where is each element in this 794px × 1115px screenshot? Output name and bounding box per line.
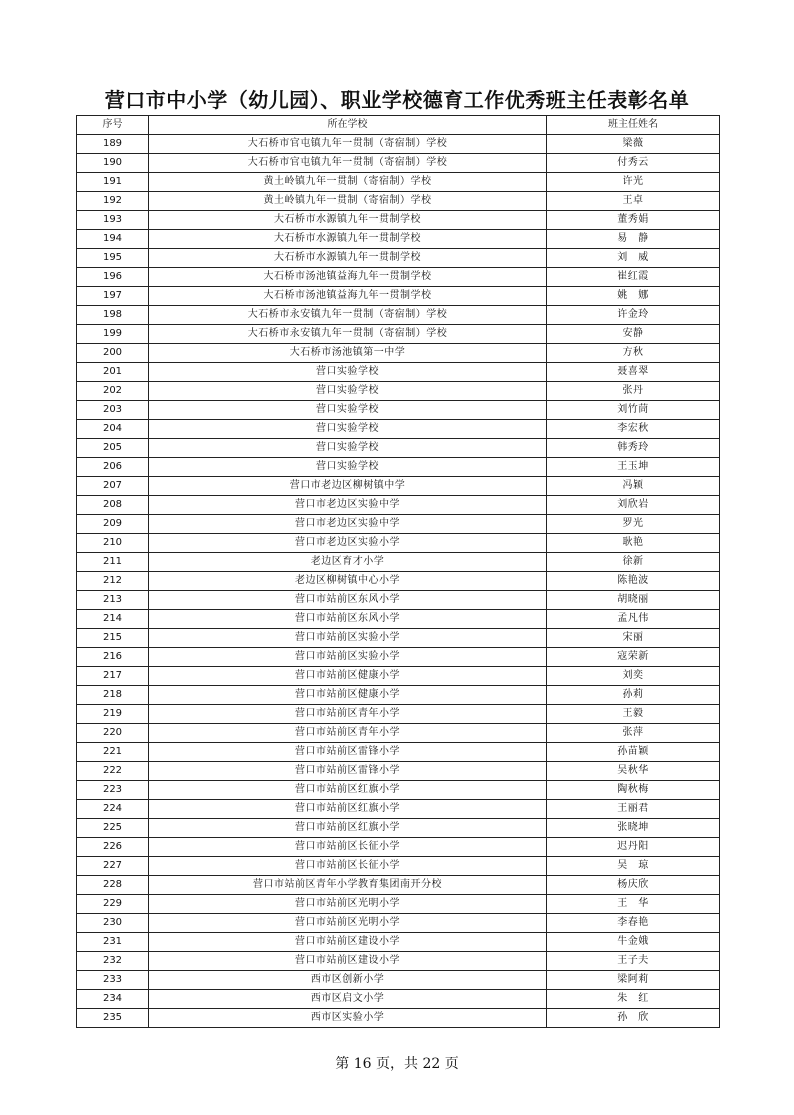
cell-school: 营口市站前区东风小学 bbox=[149, 610, 547, 629]
cell-serial-number: 230 bbox=[77, 914, 149, 933]
cell-school: 西市区启文小学 bbox=[149, 990, 547, 1009]
table-row bbox=[77, 591, 720, 610]
table-row bbox=[77, 230, 720, 249]
cell-serial-number: 235 bbox=[77, 1009, 149, 1028]
cell-school: 营口实验学校 bbox=[149, 439, 547, 458]
table-row bbox=[77, 990, 720, 1009]
cell-serial-number: 205 bbox=[77, 439, 149, 458]
cell-serial-number: 208 bbox=[77, 496, 149, 515]
cell-school: 营口市站前区青年小学 bbox=[149, 724, 547, 743]
cell-serial-number: 211 bbox=[77, 553, 149, 572]
cell-school: 营口实验学校 bbox=[149, 420, 547, 439]
cell-teacher-name: 陶秋梅 bbox=[547, 781, 720, 800]
table-row bbox=[77, 325, 720, 344]
table-row bbox=[77, 515, 720, 534]
cell-school: 大石桥市官屯镇九年一贯制（寄宿制）学校 bbox=[149, 135, 547, 154]
cell-serial-number: 234 bbox=[77, 990, 149, 1009]
cell-serial-number: 202 bbox=[77, 382, 149, 401]
table-row bbox=[77, 249, 720, 268]
table-row bbox=[77, 420, 720, 439]
cell-school: 营口市站前区光明小学 bbox=[149, 914, 547, 933]
cell-teacher-name: 耿艳 bbox=[547, 534, 720, 553]
cell-serial-number: 215 bbox=[77, 629, 149, 648]
cell-serial-number: 206 bbox=[77, 458, 149, 477]
cell-teacher-name: 吴秋华 bbox=[547, 762, 720, 781]
cell-school: 营口市站前区长征小学 bbox=[149, 838, 547, 857]
cell-teacher-name: 姚 娜 bbox=[547, 287, 720, 306]
table-body bbox=[77, 135, 720, 1028]
table-row bbox=[77, 553, 720, 572]
cell-serial-number: 191 bbox=[77, 173, 149, 192]
page-number: 第 16 页，共 22 页 bbox=[335, 1056, 459, 1072]
cell-school: 黄土岭镇九年一贯制（寄宿制）学校 bbox=[149, 192, 547, 211]
table-row bbox=[77, 762, 720, 781]
table-row bbox=[77, 268, 720, 287]
cell-teacher-name: 梁阿莉 bbox=[547, 971, 720, 990]
table-row bbox=[77, 952, 720, 971]
table-row bbox=[77, 800, 720, 819]
cell-school: 大石桥市永安镇九年一贯制（寄宿制）学校 bbox=[149, 325, 547, 344]
cell-teacher-name: 易 静 bbox=[547, 230, 720, 249]
cell-serial-number: 233 bbox=[77, 971, 149, 990]
header-serial-number: 序号 bbox=[77, 116, 149, 135]
cell-school: 营口市站前区实验小学 bbox=[149, 629, 547, 648]
cell-school: 营口市站前区红旗小学 bbox=[149, 819, 547, 838]
cell-teacher-name: 孙 欣 bbox=[547, 1009, 720, 1028]
cell-teacher-name: 聂喜翠 bbox=[547, 363, 720, 382]
cell-school: 营口市站前区东风小学 bbox=[149, 591, 547, 610]
cell-serial-number: 219 bbox=[77, 705, 149, 724]
table-row bbox=[77, 781, 720, 800]
cell-teacher-name: 王子夫 bbox=[547, 952, 720, 971]
table-row bbox=[77, 306, 720, 325]
cell-school: 营口市老边区实验中学 bbox=[149, 496, 547, 515]
table-row bbox=[77, 686, 720, 705]
cell-teacher-name: 张晓坤 bbox=[547, 819, 720, 838]
cell-school: 营口市老边区实验小学 bbox=[149, 534, 547, 553]
table-row bbox=[77, 724, 720, 743]
cell-teacher-name: 韩秀玲 bbox=[547, 439, 720, 458]
table-row bbox=[77, 876, 720, 895]
cell-serial-number: 189 bbox=[77, 135, 149, 154]
table-row bbox=[77, 667, 720, 686]
cell-teacher-name: 杨庆欣 bbox=[547, 876, 720, 895]
cell-school: 大石桥市官屯镇九年一贯制（寄宿制）学校 bbox=[149, 154, 547, 173]
cell-teacher-name: 李春艳 bbox=[547, 914, 720, 933]
cell-teacher-name: 朱 红 bbox=[547, 990, 720, 1009]
cell-school: 西市区实验小学 bbox=[149, 1009, 547, 1028]
cell-serial-number: 209 bbox=[77, 515, 149, 534]
cell-serial-number: 223 bbox=[77, 781, 149, 800]
cell-teacher-name: 吴 琼 bbox=[547, 857, 720, 876]
cell-serial-number: 200 bbox=[77, 344, 149, 363]
cell-school: 大石桥市汤池镇益海九年一贯制学校 bbox=[149, 268, 547, 287]
cell-serial-number: 220 bbox=[77, 724, 149, 743]
cell-serial-number: 194 bbox=[77, 230, 149, 249]
cell-teacher-name: 胡晓丽 bbox=[547, 591, 720, 610]
table-row bbox=[77, 933, 720, 952]
table-row bbox=[77, 705, 720, 724]
cell-serial-number: 210 bbox=[77, 534, 149, 553]
cell-serial-number: 218 bbox=[77, 686, 149, 705]
cell-school: 大石桥市水源镇九年一贯制学校 bbox=[149, 249, 547, 268]
cell-teacher-name: 张丹 bbox=[547, 382, 720, 401]
table-row bbox=[77, 743, 720, 762]
cell-serial-number: 201 bbox=[77, 363, 149, 382]
cell-serial-number: 231 bbox=[77, 933, 149, 952]
table-row bbox=[77, 458, 720, 477]
cell-serial-number: 192 bbox=[77, 192, 149, 211]
cell-serial-number: 198 bbox=[77, 306, 149, 325]
table-row bbox=[77, 477, 720, 496]
cell-school: 营口市站前区青年小学教育集团南开分校 bbox=[149, 876, 547, 895]
table-row bbox=[77, 401, 720, 420]
cell-serial-number: 214 bbox=[77, 610, 149, 629]
cell-serial-number: 203 bbox=[77, 401, 149, 420]
cell-serial-number: 197 bbox=[77, 287, 149, 306]
cell-serial-number: 195 bbox=[77, 249, 149, 268]
cell-serial-number: 232 bbox=[77, 952, 149, 971]
table-row bbox=[77, 610, 720, 629]
table-row bbox=[77, 895, 720, 914]
cell-school: 黄土岭镇九年一贯制（寄宿制）学校 bbox=[149, 173, 547, 192]
cell-serial-number: 226 bbox=[77, 838, 149, 857]
cell-teacher-name: 张萍 bbox=[547, 724, 720, 743]
cell-teacher-name: 许光 bbox=[547, 173, 720, 192]
table-row bbox=[77, 914, 720, 933]
cell-teacher-name: 刘欣岩 bbox=[547, 496, 720, 515]
cell-school: 营口市站前区建设小学 bbox=[149, 933, 547, 952]
cell-teacher-name: 许金玲 bbox=[547, 306, 720, 325]
cell-school: 营口市站前区健康小学 bbox=[149, 686, 547, 705]
cell-school: 营口市站前区建设小学 bbox=[149, 952, 547, 971]
table-row bbox=[77, 857, 720, 876]
cell-school: 大石桥市汤池镇益海九年一贯制学校 bbox=[149, 287, 547, 306]
cell-teacher-name: 刘 威 bbox=[547, 249, 720, 268]
table-row bbox=[77, 534, 720, 553]
cell-school: 营口市站前区红旗小学 bbox=[149, 800, 547, 819]
cell-school: 营口市老边区实验中学 bbox=[149, 515, 547, 534]
table-row bbox=[77, 819, 720, 838]
cell-teacher-name: 寇荣新 bbox=[547, 648, 720, 667]
cell-teacher-name: 孙苗颖 bbox=[547, 743, 720, 762]
cell-serial-number: 217 bbox=[77, 667, 149, 686]
table-row bbox=[77, 971, 720, 990]
cell-school: 大石桥市汤池镇第一中学 bbox=[149, 344, 547, 363]
cell-school: 大石桥市永安镇九年一贯制（寄宿制）学校 bbox=[149, 306, 547, 325]
table-row bbox=[77, 363, 720, 382]
cell-school: 营口实验学校 bbox=[149, 382, 547, 401]
cell-serial-number: 228 bbox=[77, 876, 149, 895]
cell-teacher-name: 孙莉 bbox=[547, 686, 720, 705]
cell-school: 西市区创新小学 bbox=[149, 971, 547, 990]
cell-teacher-name: 迟丹阳 bbox=[547, 838, 720, 857]
table-row bbox=[77, 648, 720, 667]
table-row bbox=[77, 211, 720, 230]
cell-serial-number: 225 bbox=[77, 819, 149, 838]
cell-school: 营口市站前区长征小学 bbox=[149, 857, 547, 876]
cell-teacher-name: 孟凡伟 bbox=[547, 610, 720, 629]
table-row bbox=[77, 173, 720, 192]
table-row bbox=[77, 135, 720, 154]
cell-teacher-name: 刘奕 bbox=[547, 667, 720, 686]
honor-list-table bbox=[76, 115, 720, 1028]
cell-teacher-name: 梁薇 bbox=[547, 135, 720, 154]
table-row bbox=[77, 439, 720, 458]
cell-teacher-name: 方秋 bbox=[547, 344, 720, 363]
cell-serial-number: 224 bbox=[77, 800, 149, 819]
cell-serial-number: 213 bbox=[77, 591, 149, 610]
table-row bbox=[77, 344, 720, 363]
cell-teacher-name: 付秀云 bbox=[547, 154, 720, 173]
cell-serial-number: 222 bbox=[77, 762, 149, 781]
cell-serial-number: 199 bbox=[77, 325, 149, 344]
cell-teacher-name: 宋丽 bbox=[547, 629, 720, 648]
cell-school: 老边区柳树镇中心小学 bbox=[149, 572, 547, 591]
cell-school: 老边区育才小学 bbox=[149, 553, 547, 572]
cell-teacher-name: 陈艳波 bbox=[547, 572, 720, 591]
cell-teacher-name: 罗光 bbox=[547, 515, 720, 534]
cell-teacher-name: 王毅 bbox=[547, 705, 720, 724]
cell-school: 营口实验学校 bbox=[149, 363, 547, 382]
page-title: 营口市中小学（幼儿园）、职业学校德育工作优秀班主任表彰名单 bbox=[104, 88, 690, 112]
cell-teacher-name: 王玉坤 bbox=[547, 458, 720, 477]
cell-teacher-name: 王卓 bbox=[547, 192, 720, 211]
cell-serial-number: 204 bbox=[77, 420, 149, 439]
cell-teacher-name: 崔红霞 bbox=[547, 268, 720, 287]
header-teacher-name: 班主任姓名 bbox=[547, 116, 720, 135]
cell-serial-number: 212 bbox=[77, 572, 149, 591]
cell-serial-number: 216 bbox=[77, 648, 149, 667]
cell-teacher-name: 安静 bbox=[547, 325, 720, 344]
cell-school: 营口市站前区雷锋小学 bbox=[149, 762, 547, 781]
cell-school: 营口市站前区健康小学 bbox=[149, 667, 547, 686]
table-row bbox=[77, 192, 720, 211]
table-row bbox=[77, 496, 720, 515]
table-row bbox=[77, 838, 720, 857]
cell-school: 营口市站前区青年小学 bbox=[149, 705, 547, 724]
cell-school: 营口实验学校 bbox=[149, 458, 547, 477]
cell-serial-number: 190 bbox=[77, 154, 149, 173]
cell-school: 营口市站前区红旗小学 bbox=[149, 781, 547, 800]
table-row bbox=[77, 629, 720, 648]
cell-school: 大石桥市水源镇九年一贯制学校 bbox=[149, 230, 547, 249]
cell-school: 营口市站前区光明小学 bbox=[149, 895, 547, 914]
table-header-row bbox=[77, 116, 720, 135]
cell-teacher-name: 牛金娥 bbox=[547, 933, 720, 952]
cell-teacher-name: 徐新 bbox=[547, 553, 720, 572]
cell-serial-number: 193 bbox=[77, 211, 149, 230]
cell-school: 营口市老边区柳树镇中学 bbox=[149, 477, 547, 496]
table-row bbox=[77, 1009, 720, 1028]
cell-serial-number: 221 bbox=[77, 743, 149, 762]
table-row bbox=[77, 154, 720, 173]
cell-school: 营口市站前区雷锋小学 bbox=[149, 743, 547, 762]
table-row bbox=[77, 287, 720, 306]
cell-serial-number: 196 bbox=[77, 268, 149, 287]
cell-serial-number: 227 bbox=[77, 857, 149, 876]
cell-teacher-name: 李宏秋 bbox=[547, 420, 720, 439]
cell-serial-number: 229 bbox=[77, 895, 149, 914]
cell-school: 营口市站前区实验小学 bbox=[149, 648, 547, 667]
cell-teacher-name: 王 华 bbox=[547, 895, 720, 914]
table-row bbox=[77, 572, 720, 591]
cell-serial-number: 207 bbox=[77, 477, 149, 496]
cell-teacher-name: 董秀娟 bbox=[547, 211, 720, 230]
cell-school: 大石桥市水源镇九年一贯制学校 bbox=[149, 211, 547, 230]
cell-teacher-name: 刘竹茼 bbox=[547, 401, 720, 420]
cell-school: 营口实验学校 bbox=[149, 401, 547, 420]
cell-teacher-name: 冯颖 bbox=[547, 477, 720, 496]
header-school: 所在学校 bbox=[149, 116, 547, 135]
cell-teacher-name: 王丽君 bbox=[547, 800, 720, 819]
table-row bbox=[77, 382, 720, 401]
